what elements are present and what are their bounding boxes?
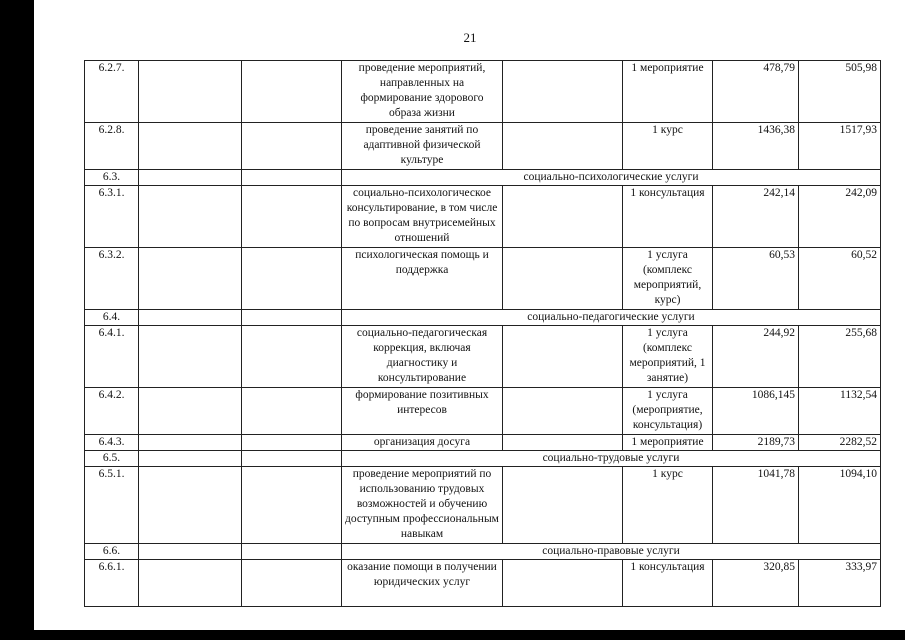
empty-cell (503, 61, 623, 123)
tariff-table (84, 60, 881, 607)
table-row (85, 186, 881, 248)
service-name: проведение занятий по адаптивной физической культуре (342, 123, 503, 170)
row-number: 6.4.2. (85, 388, 139, 435)
empty-cell (503, 123, 623, 170)
table-row (85, 123, 881, 170)
table-row (85, 560, 881, 607)
section-row (85, 170, 881, 186)
row-number: 6.4.1. (85, 326, 139, 388)
service-name: организация досуга (342, 435, 503, 451)
unit-cell: 1 услуга (мероприятие, консультация) (623, 388, 713, 435)
row-number: 6.3. (85, 170, 139, 186)
empty-cell (242, 170, 342, 186)
empty-cell (242, 310, 342, 326)
unit-cell: 1 курс (623, 123, 713, 170)
unit-cell: 1 курс (623, 467, 713, 544)
row-number: 6.3.2. (85, 248, 139, 310)
table-row (85, 61, 881, 123)
empty-cell (503, 435, 623, 451)
section-row (85, 544, 881, 560)
value-cell-1: 320,85 (713, 560, 799, 607)
empty-cell (139, 170, 242, 186)
row-number: 6.5. (85, 451, 139, 467)
section-row (85, 310, 881, 326)
empty-cell (139, 388, 242, 435)
service-name: психологическая помощь и поддержка (342, 248, 503, 310)
value-cell-2: 1517,93 (799, 123, 881, 170)
table-row (85, 248, 881, 310)
empty-cell (503, 388, 623, 435)
value-cell-1: 1041,78 (713, 467, 799, 544)
service-name: формирование позитивных интересов (342, 388, 503, 435)
empty-cell (503, 326, 623, 388)
empty-cell (242, 544, 342, 560)
row-number: 6.2.7. (85, 61, 139, 123)
empty-cell (242, 435, 342, 451)
unit-cell: 1 услуга (комплекс мероприятий, курс) (623, 248, 713, 310)
service-name: социально-педагогическая коррекция, включая диагностику и консультирование (342, 326, 503, 388)
empty-cell (139, 451, 242, 467)
unit-cell: 1 консультация (623, 560, 713, 607)
table-row (85, 467, 881, 544)
row-number: 6.5.1. (85, 467, 139, 544)
value-cell-2: 2282,52 (799, 435, 881, 451)
empty-cell (242, 123, 342, 170)
table-row (85, 435, 881, 451)
empty-cell (139, 310, 242, 326)
empty-cell (139, 560, 242, 607)
empty-cell (242, 248, 342, 310)
value-cell-1: 244,92 (713, 326, 799, 388)
empty-cell (139, 123, 242, 170)
page-number: 21 (463, 30, 477, 45)
scan-edge-bottom (0, 630, 905, 640)
empty-cell (139, 61, 242, 123)
scan-edge-left (0, 0, 34, 640)
empty-cell (242, 186, 342, 248)
empty-cell (503, 186, 623, 248)
empty-cell (242, 560, 342, 607)
empty-cell (242, 326, 342, 388)
row-number: 6.6.1. (85, 560, 139, 607)
empty-cell (139, 248, 242, 310)
unit-cell: 1 мероприятие (623, 435, 713, 451)
section-title: социально-психологические услуги (342, 170, 881, 186)
service-name: проведение мероприятий, направленных на формирование здорового образа жизни (342, 61, 503, 123)
empty-cell (139, 467, 242, 544)
value-cell-1: 60,53 (713, 248, 799, 310)
table-row (85, 388, 881, 435)
unit-cell: 1 мероприятие (623, 61, 713, 123)
row-number: 6.2.8. (85, 123, 139, 170)
row-number: 6.4.3. (85, 435, 139, 451)
empty-cell (139, 435, 242, 451)
section-title: социально-трудовые услуги (342, 451, 881, 467)
empty-cell (503, 560, 623, 607)
section-row (85, 451, 881, 467)
empty-cell (242, 61, 342, 123)
unit-cell: 1 консультация (623, 186, 713, 248)
value-cell-2: 1094,10 (799, 467, 881, 544)
service-name: проведение мероприятий по использованию трудовых возможностей и обучению доступным профессиональным навыкам (342, 467, 503, 544)
row-number: 6.3.1. (85, 186, 139, 248)
table-row (85, 326, 881, 388)
row-number: 6.4. (85, 310, 139, 326)
value-cell-1: 242,14 (713, 186, 799, 248)
value-cell-1: 478,79 (713, 61, 799, 123)
service-name: оказание помощи в получении юридических услуг (342, 560, 503, 607)
value-cell-2: 505,98 (799, 61, 881, 123)
value-cell-1: 1086,145 (713, 388, 799, 435)
value-cell-2: 255,68 (799, 326, 881, 388)
value-cell-1: 2189,73 (713, 435, 799, 451)
value-cell-2: 1132,54 (799, 388, 881, 435)
empty-cell (139, 326, 242, 388)
empty-cell (139, 544, 242, 560)
empty-cell (242, 451, 342, 467)
empty-cell (503, 248, 623, 310)
empty-cell (242, 467, 342, 544)
section-title: социально-правовые услуги (342, 544, 881, 560)
empty-cell (503, 467, 623, 544)
value-cell-1: 1436,38 (713, 123, 799, 170)
service-name: социально-психологическое консультирование, в том числе по вопросам внутрисемейных отношений (342, 186, 503, 248)
empty-cell (242, 388, 342, 435)
value-cell-2: 242,09 (799, 186, 881, 248)
row-number: 6.6. (85, 544, 139, 560)
value-cell-2: 333,97 (799, 560, 881, 607)
empty-cell (139, 186, 242, 248)
unit-cell: 1 услуга (комплекс мероприятий, 1 занятие) (623, 326, 713, 388)
value-cell-2: 60,52 (799, 248, 881, 310)
section-title: социально-педагогические услуги (342, 310, 881, 326)
